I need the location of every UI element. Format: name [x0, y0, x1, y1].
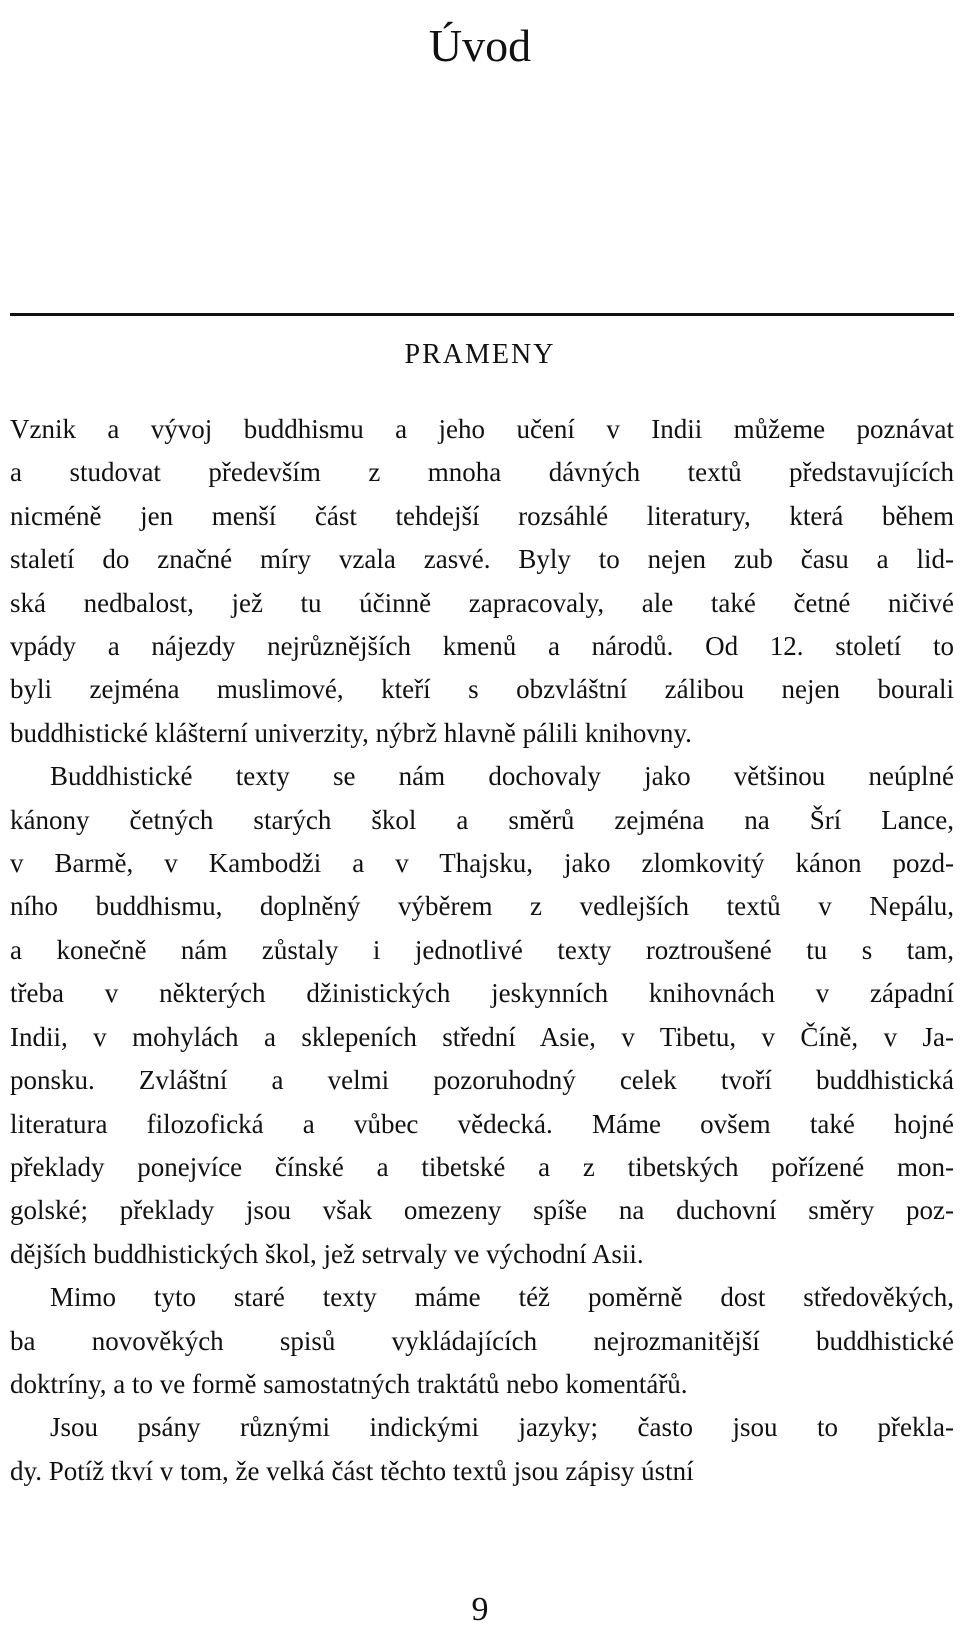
- page-number: 9: [471, 1591, 489, 1628]
- text-line: ponsku. Zvláštní a velmi pozoruhodný celek tvoří buddhistická: [10, 1065, 954, 1096]
- text-line: buddhistické klášterní univerzity, nýbrž hlavně pálili knihovny.: [10, 717, 692, 748]
- text-line: dějších buddhistických škol, jež setrvaly ve východní Asii.: [10, 1238, 644, 1269]
- text-line: ská nedbalost, jež tu účinně zapracovaly, ale také četné ničivé: [10, 587, 954, 618]
- paragraph-2: [10, 755, 954, 1276]
- text-line: nicméně jen menší část tehdejší rozsáhlé literatury, která během: [10, 500, 954, 531]
- text-line: Jsou psány různými indickými jazyky; často jsou to překla-: [50, 1412, 954, 1443]
- text-line: literatura filozofická a vůbec vědecká. Máme ovšem také hojné: [10, 1108, 954, 1139]
- text-line: byli zejména muslimové, kteří s obzvláštní zálibou nejen bourali: [10, 674, 954, 705]
- text-line: a konečně nám zůstaly i jednotlivé texty roztroušené tu s tam,: [10, 934, 954, 965]
- text-line: doktríny, a to ve formě samostatných traktátů nebo komentářů.: [10, 1368, 688, 1399]
- text-line: ba novověkých spisů vykládajících nejrozmanitější buddhistické: [10, 1325, 954, 1356]
- text-line: v Barmě, v Kambodži a v Thajsku, jako zlomkovitý kánon pozd-: [10, 848, 954, 879]
- chapter-title: Úvod: [428, 20, 532, 71]
- text-line: Buddhistické texty se nám dochovaly jako většinou neúplné: [50, 761, 954, 792]
- text-line: a studovat především z mnoha dávných textů představujících: [10, 457, 954, 488]
- text-line: třeba v některých džinistických jeskynních knihovnách v západní: [10, 978, 954, 1009]
- text-line: vpády a nájezdy nejrůznějších kmenů a národů. Od 12. století to: [10, 631, 954, 662]
- section-divider: [10, 313, 954, 316]
- text-line: Vznik a vývoj buddhismu a jeho učení v Indii můžeme poznávat: [10, 414, 954, 444]
- paragraph-1: [10, 408, 954, 755]
- body-text: [10, 408, 954, 1493]
- text-line: staletí do značné míry vzala zasvé. Byly to nejen zub času a lid-: [10, 544, 954, 575]
- paragraph-3: [10, 1276, 954, 1406]
- text-line: golské; překlady jsou však omezeny spíše na duchovní směry poz-: [10, 1195, 954, 1226]
- text-line: překlady ponejvíce čínské a tibetské a z tibetských pořízené mon-: [10, 1151, 954, 1182]
- text-line: ního buddhismu, doplněný výběrem z vedlejších textů v Nepálu,: [10, 891, 954, 922]
- paragraph-4: [10, 1406, 954, 1493]
- section-heading: PRAMENY: [404, 339, 556, 370]
- text-line: kánony četných starých škol a směrů zejména na Šrí Lance,: [10, 804, 954, 835]
- text-line: dy. Potíž tkví v tom, že velká část těchto textů jsou zápisy ústní: [10, 1455, 694, 1486]
- text-line: Indii, v mohylách a sklepeních střední Asie, v Tibetu, v Číně, v Ja-: [10, 1021, 954, 1052]
- text-line: Mimo tyto staré texty máme též poměrně dost středověkých,: [50, 1282, 954, 1313]
